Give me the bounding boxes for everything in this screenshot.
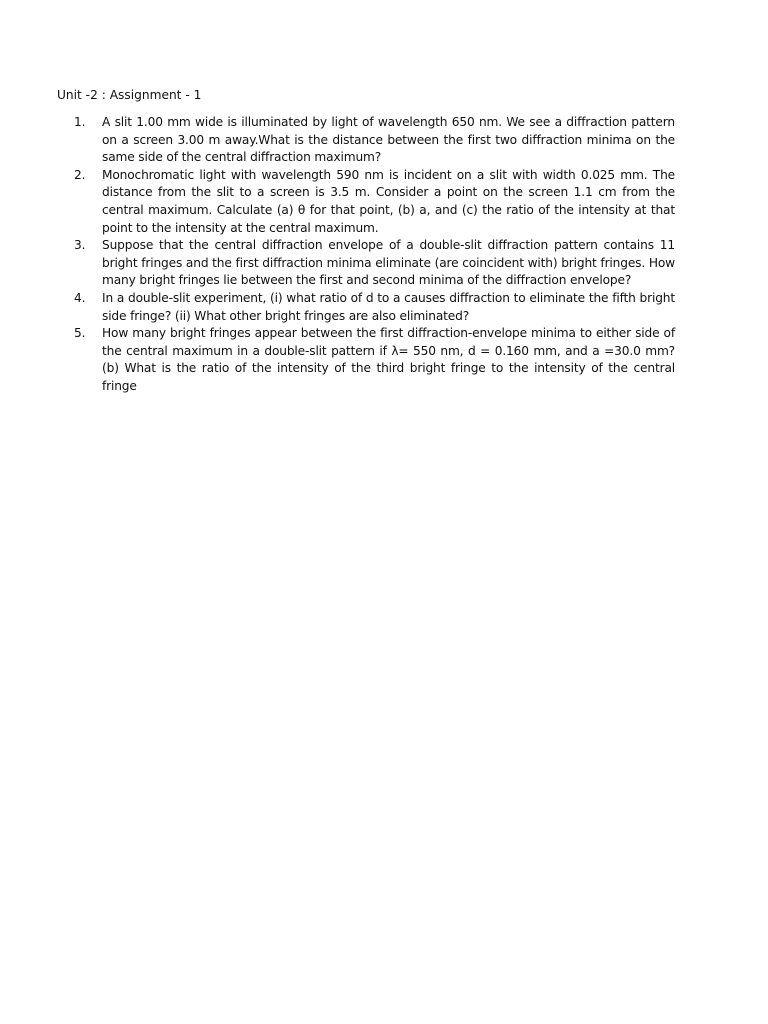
question-text: In a double-slit experiment, (i) what ratio of d to a causes diffraction to eliminate the fifth bright side fringe? (ii) What other bright fringes are also eliminated? — [102, 290, 675, 323]
question-number: 1. — [74, 115, 86, 129]
question-number: 5. — [74, 326, 86, 341]
question-item — [57, 325, 675, 395]
question-text: A slit 1.00 mm wide is illuminated by light of wavelength 650 nm. We see a diffraction pattern on a screen 3.00 m away.What is the distance between the first two diffraction minima on the same side of the central diffraction maximum? — [102, 115, 675, 165]
document-title: Unit -2 : Assignment - 1 — [57, 88, 202, 102]
question-text: How many bright fringes appear between the first diffraction-envelope minima to either side of the central maximum in a double-slit pattern if λ= 550 nm, d = 0.160 mm, and a =30.0 mm? (b) What is the ratio of the intensity of the third bright fringe to the intensity of the central fringe — [102, 326, 675, 393]
question-item — [57, 167, 675, 237]
question-number: 3. — [74, 238, 86, 253]
question-item — [57, 290, 675, 325]
question-item — [57, 237, 675, 290]
question-number: 4. — [74, 290, 86, 305]
question-text: Monochromatic light with wavelength 590 nm is incident on a slit with width 0.025 mm. The distance from the slit to a screen is 3.5 m. Consider a point on the screen 1.1 cm from the central maximum. Calculate (a) θ for that point, (b) a, and (c) the ratio of the intensity at that point to the intensity at the central maximum. — [102, 167, 675, 235]
question-item — [57, 114, 675, 167]
question-list — [57, 114, 675, 396]
question-number: 2. — [74, 167, 86, 182]
question-text: Suppose that the central diffraction envelope of a double-slit diffraction pattern contains 11 bright fringes and the first diffraction minima eliminate (are coincident with) bright fringes. How many bright fringes lie between the first and second minima of the diffraction envelope? — [102, 238, 675, 288]
